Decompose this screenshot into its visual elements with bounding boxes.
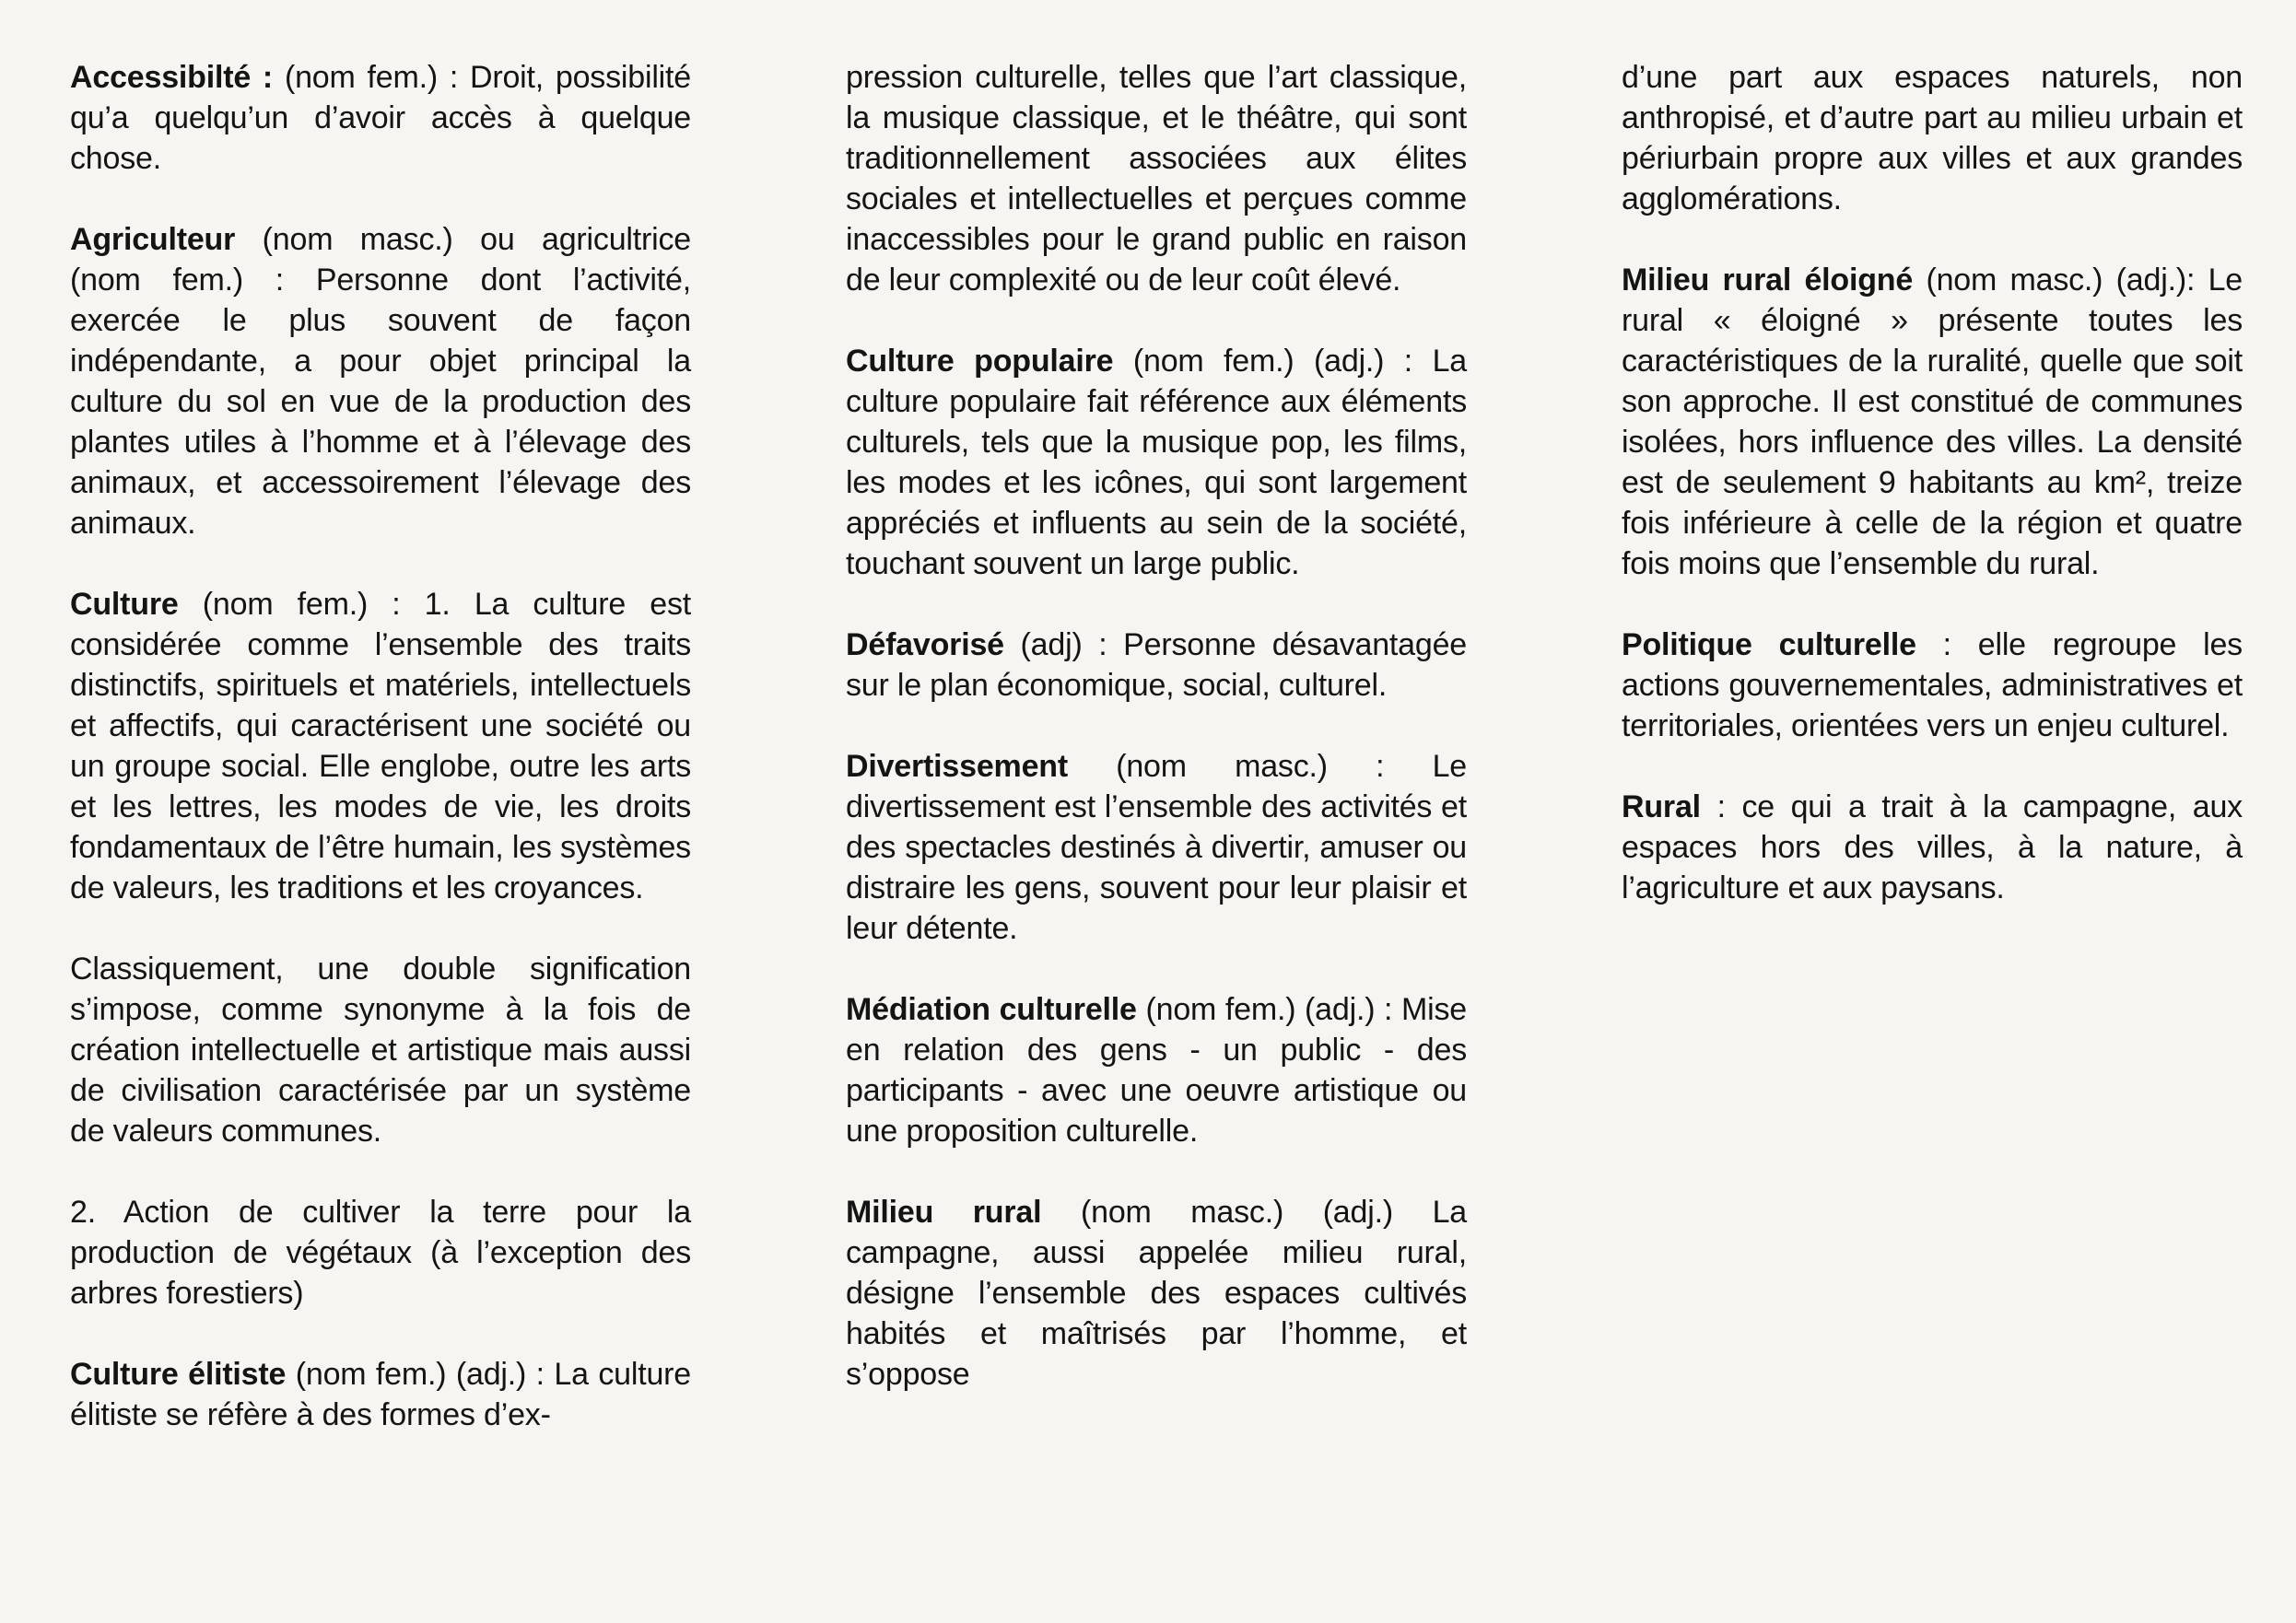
- entry-term: Divertissement: [846, 749, 1068, 784]
- glossary-entry: [846, 746, 1467, 949]
- entry-term: Culture populaire: [846, 344, 1114, 379]
- glossary-entry: [1622, 787, 2243, 908]
- glossary-entry: [70, 949, 691, 1151]
- entry-body: (nom masc.) (adj.): Le rural « éloigné » présente toutes les caractéristiques de la ruralité, quelle que soit son approche. Il est constitué de communes isolées, hors influence des villes. La densité est de seulement 9 habitants au km², treize fois inférieure à celle de la région et quatre fois moins que l’ensemble du rural.: [1622, 263, 2243, 581]
- entry-body: (nom fem.) (adj.) : La culture populaire fait référence aux éléments culturels, tels que la musique pop, les films, les modes et les icônes, qui sont largement appréciés et influents au sein de la société, touchant souvent un large public.: [846, 344, 1467, 581]
- entry-term: Milieu rural: [846, 1195, 1042, 1230]
- glossary-entry: [70, 1354, 691, 1435]
- glossary-column-2: [846, 57, 1467, 1566]
- glossary-entry: [846, 57, 1467, 300]
- entry-term: Culture: [70, 587, 179, 622]
- entry-term: Culture élitiste: [70, 1357, 287, 1392]
- entry-term: Accessibilté :: [70, 60, 274, 95]
- entry-body: (adj) : Personne désavantagée sur le plan économique, social, culturel.: [846, 627, 1467, 703]
- glossary-entry: [846, 1192, 1467, 1395]
- entry-body: (nom fem.) : 1. La culture est considérée comme l’ensemble des traits distinctifs, spirituels et matériels, intellectuels et affectifs, qui caractérisent une société ou un groupe social. Elle englobe, outre les arts et les lettres, les modes de vie, les droits fondamentaux de l’être humain, les systèmes de valeurs, les traditions et les croyances.: [70, 587, 691, 905]
- entry-body: (nom fem.) (adj.) : La culture élitiste se réfère à des formes d’ex-: [70, 1357, 691, 1432]
- glossary-entry: [846, 341, 1467, 584]
- glossary-column-3: [1622, 57, 2243, 1566]
- entry-term: Rural: [1622, 789, 1701, 824]
- entry-term: Politique culturelle: [1622, 627, 1916, 662]
- entry-term: Agriculteur: [70, 222, 236, 257]
- entry-term: Médiation culturelle: [846, 992, 1137, 1027]
- entry-body: (nom masc.) ou agricultrice (nom fem.) : Personne dont l’activité, exercée le plus souvent de façon indépendante, a pour objet principal la culture du sol en vue de la production des plantes utiles à l’homme et à l’élevage des animaux, et accessoirement l’élevage des animaux.: [70, 222, 692, 541]
- entry-body: 2. Action de cultiver la terre pour la production de végétaux (à l’exception des arbres forestiers): [70, 1195, 691, 1311]
- glossary-entry: [846, 989, 1467, 1151]
- glossary-entry: [70, 57, 691, 179]
- entry-body: (nom fem.) (adj.) : Mise en relation des gens - un public - des participants - avec une oeuvre artistique ou une proposition culturelle.: [846, 992, 1468, 1149]
- entry-body: : ce qui a trait à la campagne, aux espaces hors des villes, à la nature, à l’agriculture et aux paysans.: [1622, 789, 2243, 905]
- entry-body: (nom masc.) : Le divertissement est l’ensemble des activités et des spectacles destinés à divertir, amuser ou distraire les gens, souvent pour leur plaisir et leur détente.: [846, 749, 1468, 946]
- glossary-entry: [1622, 57, 2243, 219]
- glossary-entry: [70, 584, 691, 908]
- entry-body: d’une part aux espaces naturels, non anthropisé, et d’autre part au milieu urbain et périurbain propre aux villes et aux grandes agglomérations.: [1622, 60, 2243, 216]
- glossary-entry: [1622, 625, 2243, 746]
- entry-body: (nom fem.) : Droit, possibilité qu’a quelqu’un d’avoir accès à quelque chose.: [70, 60, 691, 176]
- glossary-column-1: [70, 57, 691, 1566]
- glossary-entry: [846, 625, 1467, 706]
- entry-body: (nom masc.) (adj.) La campagne, aussi appelée milieu rural, désigne l’ensemble des espaces cultivés habités et maîtrisés par l’homme, et s’oppose: [846, 1195, 1467, 1392]
- entry-body: : elle regroupe les actions gouvernementales, administratives et territoriales, orientées vers un enjeu culturel.: [1622, 627, 2243, 743]
- glossary-entry: [70, 1192, 691, 1314]
- entry-body: pression culturelle, telles que l’art classique, la musique classique, et le théâtre, qui sont traditionnellement associées aux élites sociales et intellectuelles et perçues comme inaccessibles pour le grand public en raison de leur complexité ou de leur coût élevé.: [846, 60, 1467, 298]
- entry-term: Milieu rural éloigné: [1622, 263, 1914, 298]
- glossary-entry: [1622, 260, 2243, 584]
- entry-body: Classiquement, une double signification s’impose, comme synonyme à la fois de création intellectuelle et artistique mais aussi de civilisation caractérisée par un système de valeurs communes.: [70, 952, 691, 1149]
- glossary-entry: [70, 219, 691, 543]
- entry-term: Défavorisé: [846, 627, 1004, 662]
